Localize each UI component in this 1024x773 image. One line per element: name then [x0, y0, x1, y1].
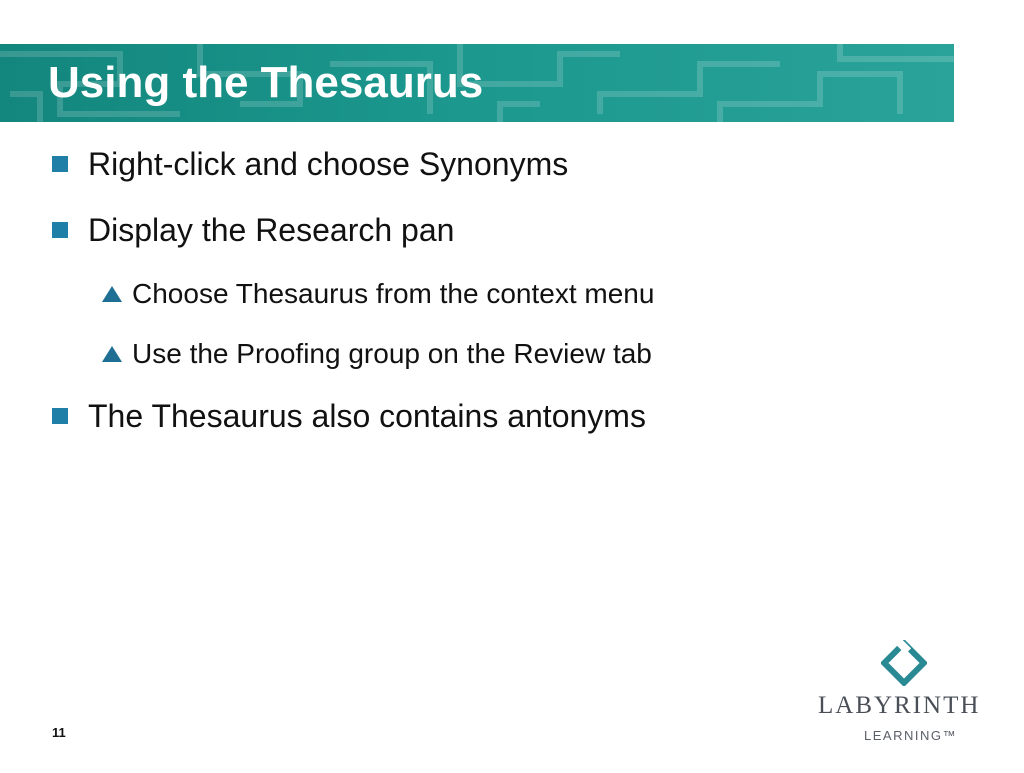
sub-bullet-item — [102, 336, 652, 372]
page-number: 11 — [52, 725, 66, 740]
logo-name: LABYRINTH — [818, 692, 981, 719]
square-bullet-icon — [52, 156, 68, 172]
bullet-item — [52, 396, 646, 436]
bullet-text: Display the Research pan — [88, 212, 455, 248]
triangle-bullet-icon — [102, 286, 122, 302]
slide-title: Using the Thesaurus — [48, 58, 484, 107]
sub-bullet-text: Choose Thesaurus from the context menu — [132, 278, 655, 309]
sub-bullet-text: Use the Proofing group on the Review tab — [132, 338, 652, 369]
diamond-logo-icon — [881, 640, 927, 686]
sub-bullet-item — [102, 276, 654, 312]
triangle-bullet-icon — [102, 346, 122, 362]
square-bullet-icon — [52, 222, 68, 238]
bullet-text: Right-click and choose Synonyms — [88, 146, 569, 182]
bullet-text: The Thesaurus also contains antonyms — [88, 398, 646, 434]
labyrinth-logo — [818, 640, 998, 750]
bullet-item — [52, 210, 454, 250]
logo-subtitle: LEARNING™ — [864, 728, 957, 743]
square-bullet-icon — [52, 408, 68, 424]
bullet-item — [52, 144, 568, 184]
